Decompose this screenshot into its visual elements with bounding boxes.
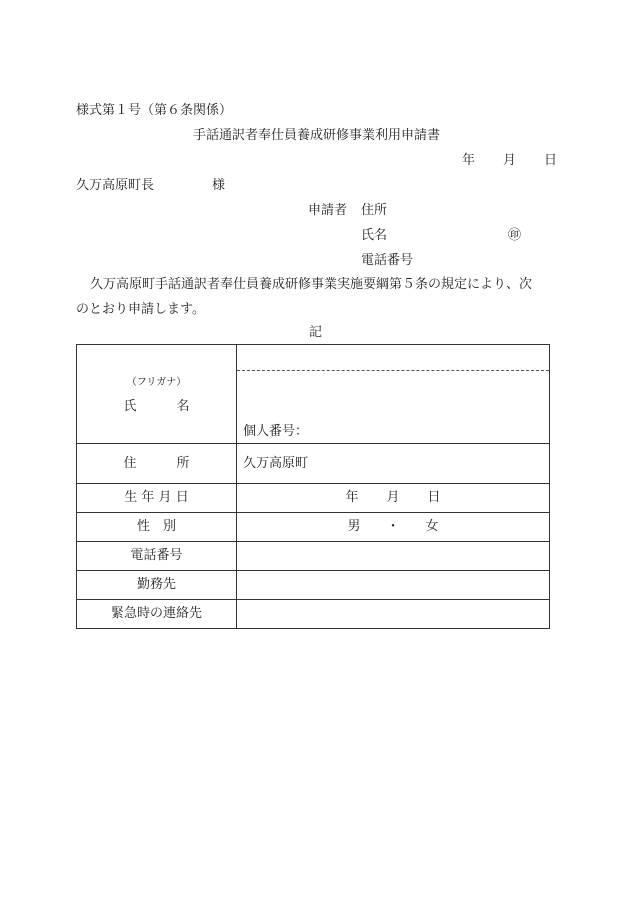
applicant-phone-label: 電話番号 bbox=[361, 253, 414, 268]
sex-value[interactable]: 男 ・ 女 bbox=[237, 513, 550, 542]
table-row-birthdate bbox=[77, 484, 550, 513]
document-title: 手話通訳者奉仕員養成研修事業利用申請書 bbox=[193, 128, 441, 143]
birthdate-value[interactable]: 年 月 日 bbox=[237, 484, 550, 513]
phone-label: 電話番号 bbox=[77, 542, 237, 571]
table-row-address bbox=[77, 444, 550, 484]
sex-male-option[interactable]: 男 bbox=[347, 519, 361, 534]
seal-mark: ㊞ bbox=[508, 228, 522, 243]
phone-value[interactable] bbox=[237, 542, 550, 571]
address-label: 住 所 bbox=[77, 444, 237, 484]
table-row-emergency bbox=[77, 600, 550, 629]
name-label-cell bbox=[77, 345, 237, 444]
table-row-phone bbox=[77, 542, 550, 571]
date-day: 日 bbox=[544, 153, 558, 168]
applicant-label: 申請者 bbox=[308, 203, 348, 218]
address-value[interactable]: 久万高原町 bbox=[237, 444, 550, 484]
table-row-sex bbox=[77, 513, 550, 542]
body-text-line-1: 久万高原町手話通訳者奉仕員養成研修事業実施要綱第５条の規定により、次 bbox=[90, 277, 533, 292]
sex-label: 性 別 bbox=[77, 513, 237, 542]
body-text-line-2: のとおり申請します。 bbox=[76, 302, 205, 317]
workplace-label: 勤務先 bbox=[77, 571, 237, 600]
name-value-cell[interactable] bbox=[237, 345, 550, 444]
furigana-separator bbox=[237, 370, 549, 371]
birthdate-label: 生 年 月 日 bbox=[77, 484, 237, 513]
applicant-address-label: 住所 bbox=[361, 203, 388, 218]
workplace-value[interactable] bbox=[237, 571, 550, 600]
applicant-name-label: 氏名 bbox=[361, 228, 388, 243]
record-heading: 記 bbox=[309, 325, 323, 340]
addressee-name: 久万高原町長 bbox=[76, 178, 155, 193]
form-number: 様式第１号（第６条関係） bbox=[76, 103, 233, 118]
addressee-honorific: 様 bbox=[212, 178, 226, 193]
name-label: 氏 名 bbox=[123, 399, 190, 414]
application-table bbox=[76, 344, 550, 629]
furigana-label: （フリガナ） bbox=[126, 377, 187, 388]
table-row-workplace bbox=[77, 571, 550, 600]
date-line bbox=[462, 153, 557, 169]
date-year: 年 bbox=[462, 153, 476, 168]
emergency-contact-value[interactable] bbox=[237, 600, 550, 629]
sex-female-option[interactable]: 女 bbox=[425, 519, 439, 534]
table-row-name bbox=[77, 345, 550, 444]
personal-number-label: 個人番号： bbox=[243, 424, 309, 439]
emergency-contact-label: 緊急時の連絡先 bbox=[77, 600, 237, 629]
date-month: 月 bbox=[503, 153, 517, 168]
